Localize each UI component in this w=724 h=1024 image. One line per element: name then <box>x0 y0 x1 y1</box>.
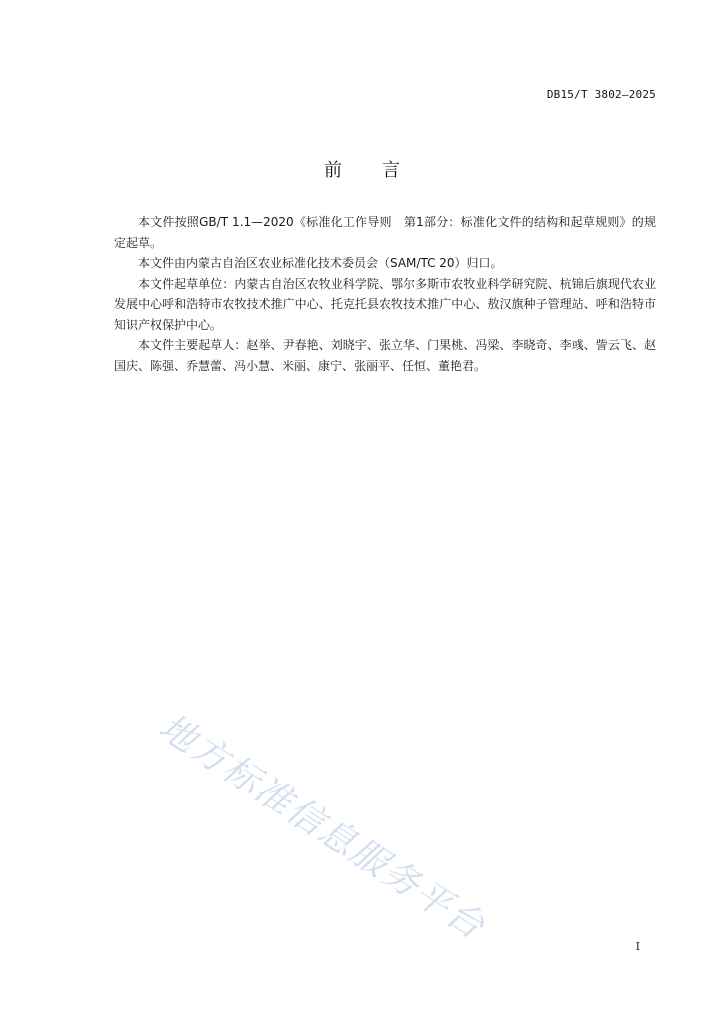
paragraph-responsible-committee: 本文件由内蒙古自治区农业标准化技术委员会（SAM/TC 20）归口。 <box>138 256 503 270</box>
paragraph-drafting-units: 本文件起草单位：内蒙古自治区农牧业科学院、鄂尔多斯市农牧业科学研究院、杭锦后旗现代农业发展中心呼和浩特市农牧技术推广中心、托克托县农牧技术推广中心、敖汉旗种子管理站、呼和浩特市知识产权保护中心。 <box>114 276 656 332</box>
paragraph-drafting-basis: 本文件按照GB/T 1.1—2020《标准化工作导则 第1部分：标准化文件的结构和起草规则》的规定起草。 <box>114 215 656 250</box>
foreword-body <box>114 212 656 376</box>
page-title: 前言 <box>324 160 440 181</box>
watermark: 地方标准信息服务平台 <box>151 706 493 949</box>
page-number: I <box>635 940 640 953</box>
document-code: DB15/T 3802—2025 <box>546 88 656 101</box>
paragraph-main-drafters: 本文件主要起草人：赵举、尹春艳、刘晓宇、张立华、门果桃、冯梁、李晓奇、李彧、訾云飞、赵国庆、陈强、乔慧蕾、冯小慧、米丽、康宁、张丽平、任恒、董艳君。 <box>114 338 656 373</box>
